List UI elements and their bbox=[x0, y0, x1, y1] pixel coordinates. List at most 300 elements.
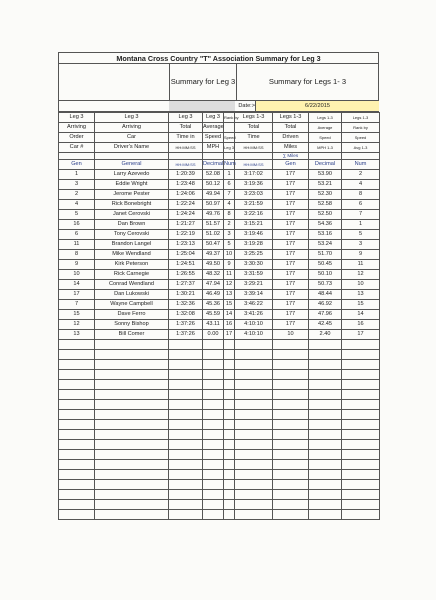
table-cell: 48.32 bbox=[203, 270, 224, 280]
empty-cell bbox=[95, 430, 169, 440]
table-cell: 4:10:10 bbox=[235, 320, 273, 330]
header-cell: Car # bbox=[59, 143, 95, 153]
empty-cell bbox=[273, 380, 309, 390]
table-cell: 2.40 bbox=[309, 330, 342, 340]
empty-cell bbox=[235, 450, 273, 460]
column-heading: Gen bbox=[59, 160, 95, 170]
table-cell: 52.08 bbox=[203, 170, 224, 180]
table-cell: 42.45 bbox=[309, 320, 342, 330]
empty-cell bbox=[203, 340, 224, 350]
table-cell: 1:22:24 bbox=[169, 200, 203, 210]
empty-cell bbox=[342, 440, 380, 450]
table-cell: 3:46:22 bbox=[235, 300, 273, 310]
empty-cell bbox=[95, 490, 169, 500]
empty-cell bbox=[203, 400, 224, 410]
column-heading: Decimal bbox=[309, 160, 342, 170]
table-cell: 1:22:19 bbox=[169, 230, 203, 240]
empty-cell bbox=[235, 350, 273, 360]
empty-cell bbox=[309, 350, 342, 360]
empty-cell bbox=[95, 370, 169, 380]
empty-row bbox=[59, 400, 380, 410]
empty-cell bbox=[342, 470, 380, 480]
header-cell: Speed bbox=[342, 133, 380, 143]
table-cell: 16 bbox=[342, 320, 380, 330]
table-cell: Bill Comer bbox=[95, 330, 169, 340]
table-cell: 10 bbox=[273, 330, 309, 340]
empty-cell bbox=[224, 350, 235, 360]
table-cell: 8 bbox=[224, 210, 235, 220]
table-cell: 177 bbox=[273, 220, 309, 230]
header-cell: Total bbox=[169, 123, 203, 133]
empty-cell bbox=[224, 500, 235, 510]
empty-cell bbox=[273, 370, 309, 380]
table-cell: Eddie Wright bbox=[95, 180, 169, 190]
table-cell: 1:20:39 bbox=[169, 170, 203, 180]
empty-cell bbox=[59, 440, 95, 450]
empty-cell bbox=[169, 410, 203, 420]
empty-cell bbox=[59, 450, 95, 460]
table-cell: 50.73 bbox=[309, 280, 342, 290]
table-cell: 1 bbox=[59, 170, 95, 180]
empty-cell bbox=[342, 390, 380, 400]
column-heading: Decimal bbox=[203, 160, 224, 170]
empty-cell bbox=[273, 360, 309, 370]
table-cell: 9 bbox=[342, 250, 380, 260]
empty-row bbox=[59, 410, 380, 420]
empty-cell bbox=[59, 380, 95, 390]
header-cell: MPH bbox=[203, 143, 224, 153]
table-cell: Rick Carnegie bbox=[95, 270, 169, 280]
table-cell: 11 bbox=[342, 260, 380, 270]
empty-cell bbox=[273, 500, 309, 510]
table-cell: 54.36 bbox=[309, 220, 342, 230]
table-cell: 8 bbox=[59, 250, 95, 260]
empty-cell bbox=[309, 340, 342, 350]
empty-cell bbox=[273, 400, 309, 410]
table-cell: 45.59 bbox=[203, 310, 224, 320]
empty-cell bbox=[235, 490, 273, 500]
header-cell: Speed bbox=[309, 133, 342, 143]
table-row bbox=[59, 300, 380, 310]
table-row bbox=[59, 190, 380, 200]
empty-cell bbox=[235, 360, 273, 370]
header-cell: Arriving bbox=[59, 123, 95, 133]
empty-row bbox=[59, 350, 380, 360]
table-cell: 15 bbox=[342, 300, 380, 310]
empty-cell bbox=[224, 360, 235, 370]
header-cell: Speed bbox=[224, 133, 235, 143]
results-table bbox=[58, 112, 380, 520]
table-cell: 52.58 bbox=[309, 200, 342, 210]
table-cell: 49.76 bbox=[203, 210, 224, 220]
table-row bbox=[59, 250, 380, 260]
empty-cell bbox=[342, 420, 380, 430]
empty-cell bbox=[273, 420, 309, 430]
table-cell: 1:32:36 bbox=[169, 300, 203, 310]
empty-cell bbox=[203, 470, 224, 480]
table-cell: Conrad Wendland bbox=[95, 280, 169, 290]
empty-cell bbox=[224, 370, 235, 380]
empty-cell bbox=[309, 400, 342, 410]
empty-cell bbox=[273, 450, 309, 460]
empty-cell bbox=[169, 360, 203, 370]
table-row bbox=[59, 330, 380, 340]
table-cell: 6 bbox=[59, 230, 95, 240]
empty-cell bbox=[203, 380, 224, 390]
table-row bbox=[59, 320, 380, 330]
table-cell: 4 bbox=[59, 200, 95, 210]
table-row bbox=[59, 280, 380, 290]
header-cell: Legs 1-3 bbox=[235, 113, 273, 123]
header-cell: Leg 3 bbox=[203, 113, 224, 123]
empty-cell bbox=[59, 510, 95, 520]
empty-cell bbox=[235, 470, 273, 480]
empty-cell bbox=[224, 460, 235, 470]
header-cell bbox=[224, 123, 235, 133]
empty-cell bbox=[342, 153, 380, 160]
table-cell: Dave Ferro bbox=[95, 310, 169, 320]
empty-cell bbox=[235, 153, 273, 160]
header-cell: HH:MM:SS bbox=[169, 143, 203, 153]
empty-cell bbox=[235, 340, 273, 350]
table-cell: 15 bbox=[59, 310, 95, 320]
empty-cell bbox=[95, 420, 169, 430]
table-cell: 50.45 bbox=[309, 260, 342, 270]
empty-cell bbox=[235, 510, 273, 520]
empty-cell bbox=[169, 450, 203, 460]
header-row bbox=[59, 143, 380, 153]
table-row bbox=[59, 260, 380, 270]
empty-cell bbox=[203, 350, 224, 360]
table-cell: 1:23:13 bbox=[169, 240, 203, 250]
empty-cell bbox=[224, 480, 235, 490]
table-cell: 49.94 bbox=[203, 190, 224, 200]
empty-cell bbox=[342, 510, 380, 520]
empty-cell bbox=[309, 500, 342, 510]
empty-cell bbox=[342, 490, 380, 500]
empty-cell bbox=[309, 370, 342, 380]
empty-cell bbox=[95, 440, 169, 450]
table-cell: 3:31:59 bbox=[235, 270, 273, 280]
header-cell: Rank by bbox=[342, 123, 380, 133]
sheet-title: Montana Cross Country "T" Association Summary for Leg 3 bbox=[58, 52, 379, 64]
table-cell: 10 bbox=[342, 280, 380, 290]
table-cell: 9 bbox=[224, 260, 235, 270]
empty-cell bbox=[309, 153, 342, 160]
header-cell: Arriving bbox=[95, 123, 169, 133]
table-cell: 177 bbox=[273, 260, 309, 270]
empty-cell bbox=[224, 430, 235, 440]
header-cell: Leg 3 bbox=[224, 143, 235, 153]
table-row bbox=[59, 310, 380, 320]
table-cell: 9 bbox=[59, 260, 95, 270]
table-cell: 1 bbox=[342, 220, 380, 230]
table-cell: 2 bbox=[342, 170, 380, 180]
header-cell: Leg 3 bbox=[95, 113, 169, 123]
header-cell: Average bbox=[309, 123, 342, 133]
header-cell: Average bbox=[203, 123, 224, 133]
empty-cell bbox=[95, 350, 169, 360]
empty-cell bbox=[169, 370, 203, 380]
empty-cell bbox=[59, 410, 95, 420]
table-cell: 2 bbox=[224, 220, 235, 230]
empty-cell bbox=[224, 420, 235, 430]
empty-cell bbox=[235, 400, 273, 410]
empty-cell bbox=[95, 450, 169, 460]
table-cell: 3 bbox=[342, 240, 380, 250]
empty-cell bbox=[235, 500, 273, 510]
empty-row bbox=[59, 340, 380, 350]
table-cell: 16 bbox=[224, 320, 235, 330]
date-row bbox=[58, 100, 379, 112]
table-cell: 51.70 bbox=[309, 250, 342, 260]
empty-cell bbox=[169, 400, 203, 410]
table-cell: 51.02 bbox=[203, 230, 224, 240]
header-row bbox=[59, 113, 380, 123]
table-cell: 177 bbox=[273, 280, 309, 290]
empty-cell bbox=[309, 460, 342, 470]
table-cell: 13 bbox=[342, 290, 380, 300]
empty-cell bbox=[224, 450, 235, 460]
table-cell: 7 bbox=[224, 190, 235, 200]
empty-cell bbox=[95, 410, 169, 420]
empty-cell bbox=[169, 420, 203, 430]
table-cell: 177 bbox=[273, 210, 309, 220]
empty-cell bbox=[224, 400, 235, 410]
table-cell: 15 bbox=[224, 300, 235, 310]
table-cell: 1 bbox=[224, 170, 235, 180]
empty-cell bbox=[203, 440, 224, 450]
table-cell: 46.92 bbox=[309, 300, 342, 310]
empty-cell bbox=[59, 400, 95, 410]
table-cell: 0.00 bbox=[203, 330, 224, 340]
empty-cell bbox=[59, 490, 95, 500]
table-cell: 3:41:26 bbox=[235, 310, 273, 320]
empty-row bbox=[59, 370, 380, 380]
table-cell: 50.12 bbox=[203, 180, 224, 190]
table-cell: Rick Bonebright bbox=[95, 200, 169, 210]
table-cell: 49.50 bbox=[203, 260, 224, 270]
empty-cell bbox=[203, 490, 224, 500]
empty-cell bbox=[203, 480, 224, 490]
table-cell: 4 bbox=[224, 200, 235, 210]
header-cell: Leg 3 bbox=[169, 113, 203, 123]
table-cell: 6 bbox=[342, 200, 380, 210]
empty-cell bbox=[203, 153, 224, 160]
empty-cell bbox=[224, 470, 235, 480]
summary-leg3-heading: Summary for Leg 3 bbox=[169, 64, 237, 100]
empty-cell bbox=[273, 510, 309, 520]
empty-row bbox=[59, 440, 380, 450]
empty-cell bbox=[95, 390, 169, 400]
table-cell: 177 bbox=[273, 250, 309, 260]
empty-cell bbox=[224, 490, 235, 500]
empty-cell bbox=[169, 380, 203, 390]
table-cell: 5 bbox=[342, 230, 380, 240]
table-cell: 1:24:51 bbox=[169, 260, 203, 270]
table-cell: 16 bbox=[59, 220, 95, 230]
empty-cell bbox=[309, 380, 342, 390]
table-cell: 50.10 bbox=[309, 270, 342, 280]
empty-cell bbox=[59, 153, 95, 160]
table-cell: 14 bbox=[224, 310, 235, 320]
empty-cell bbox=[224, 410, 235, 420]
table-cell: Wayne Campbell bbox=[95, 300, 169, 310]
empty-cell bbox=[169, 470, 203, 480]
table-cell: 3:19:36 bbox=[235, 180, 273, 190]
empty-cell bbox=[235, 410, 273, 420]
table-cell: 11 bbox=[59, 240, 95, 250]
table-cell: 6 bbox=[224, 180, 235, 190]
empty-cell bbox=[309, 440, 342, 450]
empty-cell bbox=[309, 430, 342, 440]
empty-cell bbox=[342, 400, 380, 410]
empty-cell bbox=[95, 153, 169, 160]
empty-cell bbox=[95, 460, 169, 470]
table-cell: 177 bbox=[273, 290, 309, 300]
empty-cell bbox=[203, 450, 224, 460]
empty-cell bbox=[224, 340, 235, 350]
header-cell: MPH 1-3 bbox=[309, 143, 342, 153]
table-cell: 3:15:21 bbox=[235, 220, 273, 230]
empty-cell bbox=[342, 430, 380, 440]
empty-cell bbox=[59, 430, 95, 440]
table-cell: 14 bbox=[59, 280, 95, 290]
empty-row bbox=[59, 470, 380, 480]
empty-cell bbox=[235, 370, 273, 380]
empty-row bbox=[59, 360, 380, 370]
empty-cell bbox=[95, 360, 169, 370]
empty-row bbox=[59, 480, 380, 490]
table-cell: 10 bbox=[224, 250, 235, 260]
empty-cell bbox=[59, 360, 95, 370]
header-cell: Driver's Name bbox=[95, 143, 169, 153]
header-cell: Time in bbox=[169, 133, 203, 143]
empty-cell bbox=[95, 510, 169, 520]
table-cell: 3:30:30 bbox=[235, 260, 273, 270]
table-row bbox=[59, 220, 380, 230]
table-cell: 52.30 bbox=[309, 190, 342, 200]
empty-row bbox=[59, 380, 380, 390]
table-cell: 17 bbox=[342, 330, 380, 340]
table-cell: 5 bbox=[59, 210, 95, 220]
empty-cell bbox=[203, 410, 224, 420]
table-cell: 3:25:25 bbox=[235, 250, 273, 260]
header-cell: Driven bbox=[273, 133, 309, 143]
empty-cell bbox=[342, 480, 380, 490]
table-cell: 1:21:27 bbox=[169, 220, 203, 230]
empty-cell bbox=[203, 510, 224, 520]
table-cell: 177 bbox=[273, 230, 309, 240]
table-cell: 177 bbox=[273, 180, 309, 190]
header-cell: HH:MM:SS bbox=[235, 143, 273, 153]
empty-cell bbox=[273, 470, 309, 480]
table-cell: 49.37 bbox=[203, 250, 224, 260]
empty-cell bbox=[59, 470, 95, 480]
table-cell: Jerome Pester bbox=[95, 190, 169, 200]
empty-cell bbox=[309, 450, 342, 460]
table-cell: 53.90 bbox=[309, 170, 342, 180]
header-cell: Total bbox=[273, 123, 309, 133]
empty-cell bbox=[59, 390, 95, 400]
table-cell: 53.16 bbox=[309, 230, 342, 240]
empty-cell bbox=[169, 390, 203, 400]
summary-legs-heading: Summary for Legs 1- 3 bbox=[268, 77, 347, 86]
column-heading-row bbox=[59, 160, 380, 170]
empty-cell bbox=[169, 430, 203, 440]
table-cell: 177 bbox=[273, 200, 309, 210]
empty-cell bbox=[235, 440, 273, 450]
empty-cell bbox=[169, 350, 203, 360]
empty-cell bbox=[59, 500, 95, 510]
table-row bbox=[59, 290, 380, 300]
empty-cell bbox=[309, 390, 342, 400]
empty-cell bbox=[169, 480, 203, 490]
table-cell: 17 bbox=[224, 330, 235, 340]
table-cell: 2 bbox=[59, 190, 95, 200]
table-cell: 1:30:21 bbox=[169, 290, 203, 300]
table-row bbox=[59, 230, 380, 240]
table-cell: 177 bbox=[273, 270, 309, 280]
table-cell: 8 bbox=[342, 190, 380, 200]
header-cell: Miles bbox=[273, 143, 309, 153]
empty-cell bbox=[169, 440, 203, 450]
table-cell: Mike Wendland bbox=[95, 250, 169, 260]
empty-cell bbox=[235, 420, 273, 430]
table-cell: 177 bbox=[273, 170, 309, 180]
empty-row bbox=[59, 430, 380, 440]
table-cell: 13 bbox=[59, 330, 95, 340]
empty-cell bbox=[342, 450, 380, 460]
table-cell: 43.11 bbox=[203, 320, 224, 330]
table-cell: 3:22:16 bbox=[235, 210, 273, 220]
table-cell: 177 bbox=[273, 310, 309, 320]
empty-cell bbox=[224, 153, 235, 160]
table-cell: 53.24 bbox=[309, 240, 342, 250]
empty-cell bbox=[203, 390, 224, 400]
empty-row bbox=[59, 450, 380, 460]
empty-cell bbox=[203, 430, 224, 440]
table-cell: 47.94 bbox=[203, 280, 224, 290]
table-cell: 1:25:04 bbox=[169, 250, 203, 260]
table-cell: 177 bbox=[273, 300, 309, 310]
header-cell: Rank by bbox=[224, 113, 235, 123]
table-cell: 48.44 bbox=[309, 290, 342, 300]
empty-cell bbox=[59, 340, 95, 350]
empty-cell bbox=[203, 500, 224, 510]
empty-cell bbox=[59, 350, 95, 360]
table-cell: 47.96 bbox=[309, 310, 342, 320]
table-cell: 177 bbox=[273, 320, 309, 330]
table-cell: 1:37:26 bbox=[169, 320, 203, 330]
empty-cell bbox=[203, 360, 224, 370]
table-cell: 3 bbox=[224, 230, 235, 240]
table-cell: 7 bbox=[342, 210, 380, 220]
table-cell: 1:23:48 bbox=[169, 180, 203, 190]
table-cell: 1:32:08 bbox=[169, 310, 203, 320]
empty-cell bbox=[203, 370, 224, 380]
table-cell: Larry Azevedo bbox=[95, 170, 169, 180]
empty-cell bbox=[59, 480, 95, 490]
empty-cell bbox=[342, 350, 380, 360]
header-row bbox=[59, 133, 380, 143]
table-cell: 3:17:02 bbox=[235, 170, 273, 180]
empty-cell bbox=[273, 480, 309, 490]
table-cell: Janet Cerovski bbox=[95, 210, 169, 220]
empty-cell bbox=[273, 460, 309, 470]
table-row bbox=[59, 240, 380, 250]
table-cell: 50.97 bbox=[203, 200, 224, 210]
